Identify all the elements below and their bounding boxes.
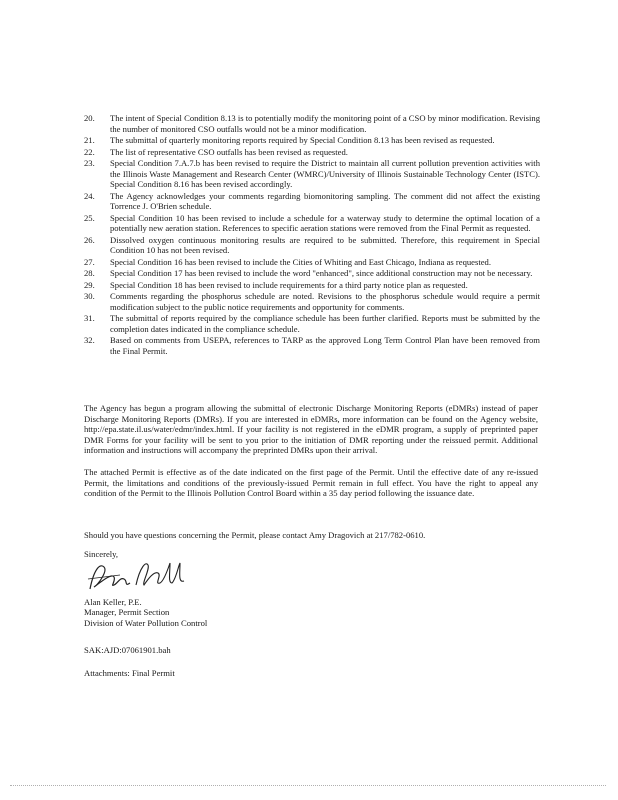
salutation: Sincerely,: [84, 549, 119, 559]
condition-item: 30. Comments regarding the phosphorus schedule are noted. Revisions to the phosphorus schedule would require a permit modification subject to the public notice requirements and opportunity for comments.: [84, 291, 540, 312]
contact-paragraph: Should you have questions concerning the Permit, please contact Amy Dragovich at 217/782-0610.: [84, 530, 426, 540]
condition-item: 25. Special Condition 10 has been revised to include a schedule for a waterway study to determine the optimal location of a potentially new aeration station. References to specific aeration stations were removed from the Final Permit as requested.: [84, 212, 540, 233]
condition-item: 31. The submittal of reports required by the compliance schedule has been further clarified. Reports must be submitted by the completion dates indicated in the compliance schedule.: [84, 313, 540, 334]
signer-name: Alan Keller, P.E.: [84, 597, 142, 607]
signature-image: [84, 559, 194, 595]
conditions-list: [84, 113, 540, 357]
signer-division: Division of Water Pollution Control: [84, 617, 208, 628]
condition-item: 26. Dissolved oxygen continuous monitoring results are required to be submitted. Therefore, this requirement in Special Condition 10 has not been revised.: [84, 234, 540, 255]
condition-item: 29. Special Condition 18 has been revised to include requirements for a third party notice plan as requested.: [84, 279, 468, 290]
signature-block: [84, 597, 207, 628]
effective-date-paragraph: The attached Permit is effective as of the date indicated on the first page of the Permit. Until the effective date of any re-issued Permit, the limitations and conditions of the previously-issued Permit remain in full effect. You have the right to appeal any condition of the Permit to the Illinois Pollution Control Board within a 35 day period following the issuance date.: [84, 467, 538, 499]
reference-code: SAK:AJD:07061901.bah: [84, 645, 171, 655]
condition-item: 32. Based on comments from USEPA, references to TARP as the approved Long Term Control Plan have been removed from the Final Permit.: [84, 335, 540, 356]
condition-item: 28. Special Condition 17 has been revised to include the word "enhanced", since additional construction may not be necessary.: [84, 268, 533, 278]
condition-item: 24. The Agency acknowledges your comments regarding biomonitoring sampling. The comment did not affect the existing Torrence J. O'Brien schedule.: [84, 190, 540, 211]
footer-divider: [10, 785, 606, 786]
condition-item: 27. Special Condition 16 has been revised to include the Cities of Whiting and East Chicago, Indiana as requested.: [84, 256, 491, 267]
condition-item: 23. Special Condition 7.A.7.b has been revised to require the District to maintain all current pollution prevention activities with the Illinois Waste Management and Research Center (WMRC)/University of Illinois Sustainable Technology Center (ISTC). Special Condition 8.16 has been revised accordingly.: [84, 158, 540, 189]
condition-item: 22. The list of representative CSO outfalls has been revised as requested.: [84, 146, 348, 157]
edmr-paragraph: The Agency has begun a program allowing the submittal of electronic Discharge Monitoring Reports (eDMRs) instead of paper Discharge Monitoring Reports (DMRs). If you are interested in eDMRs, more information can be found on the Agency website, http://epa.state.il.us/water/edmr/index.html. If your facility is not registered in the eDMR program, a supply of preprinted paper DMR Forms for your facility will be sent to you prior to the initiation of DMR reporting under the reissued permit. Additional information and instructions will accompany the preprinted DMRs upon their arrival.: [84, 403, 538, 456]
attachments-line: Attachments: Final Permit: [84, 668, 175, 678]
condition-item: 21. The submittal of quarterly monitoring reports required by Special Condition 8.13 has been revised as requested.: [84, 135, 495, 145]
signer-title: Manager, Permit Section: [84, 607, 170, 618]
condition-item: 20. The intent of Special Condition 8.13 is to potentially modify the monitoring point of a CSO by minor modification. Revising the number of monitored CSO outfalls would not be a minor modification.: [84, 113, 540, 134]
